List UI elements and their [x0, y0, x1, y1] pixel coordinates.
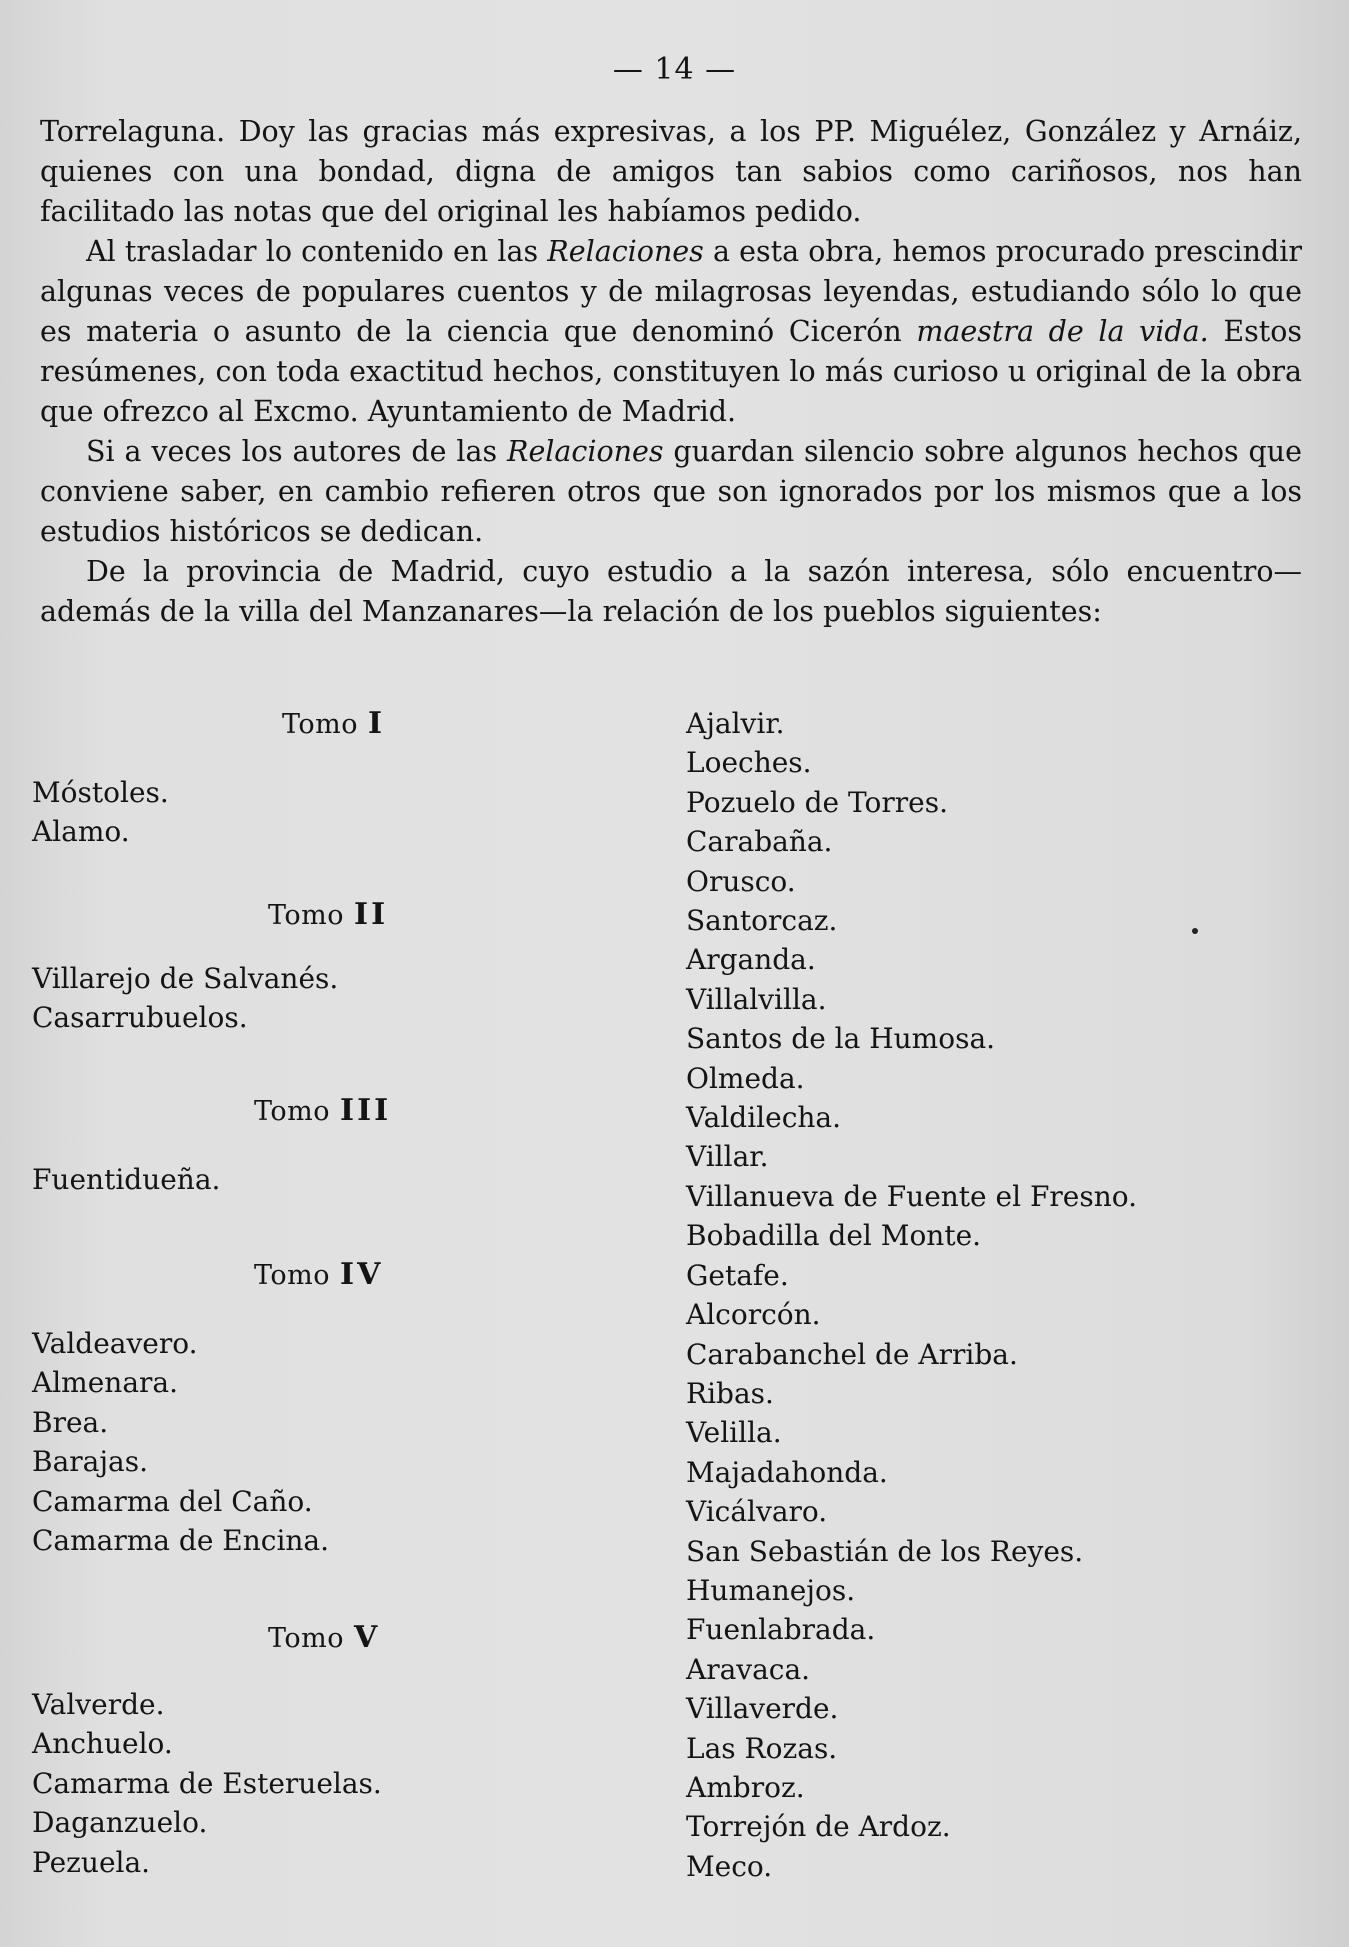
tomo-heading-2	[268, 897, 388, 932]
town-entry: Villar.	[686, 1140, 769, 1174]
tomo-3-towns	[32, 1160, 220, 1199]
paragraph-1: Torrelaguna. Doy las gracias más expresivas, a los PP. Miguélez, González y Arnáiz, quienes con una bondad, digna de amigos tan sabios como cariñosos, nos han facilitado las notas que del original les habíamos pedido.	[40, 115, 1302, 228]
town-entry: Orusco.	[686, 864, 796, 898]
town-entry: Camarma del Caño.	[32, 1484, 313, 1518]
town-entry: Pozuelo de Torres.	[686, 785, 948, 819]
town-entry: Santorcaz.	[686, 904, 838, 938]
town-entry: Olmeda.	[686, 1061, 805, 1095]
town-entry: Bobadilla del Monte.	[686, 1219, 982, 1253]
town-entry: Pezuela.	[32, 1845, 151, 1879]
left-column	[32, 0, 592, 1947]
town-entry: Camarma de Encina.	[32, 1524, 330, 1558]
town-entry: Villanueva de Fuente el Fresno.	[686, 1179, 1137, 1213]
town-entry: Torrejón de Ardoz.	[686, 1810, 951, 1844]
paragraph-2-text-a: Al trasladar lo contenido en las	[86, 235, 548, 268]
town-entry: Camarma de Esteruelas.	[32, 1766, 382, 1800]
tomo-numeral: II	[354, 897, 389, 932]
town-entry: Velilla.	[686, 1416, 782, 1450]
town-entry: Santos de la Humosa.	[686, 1022, 996, 1056]
town-entry: Casarrubuelos.	[32, 1001, 248, 1035]
paragraph-2-emphasis-2: maestra de la vida.	[916, 315, 1209, 348]
town-entry: Loeches.	[686, 746, 812, 780]
paragraph-3-emphasis: Relaciones	[506, 435, 664, 468]
town-entry: Barajas.	[32, 1445, 148, 1479]
town-entry: Ajalvir.	[686, 707, 785, 740]
town-entry: Alcorcón.	[686, 1298, 821, 1332]
town-entry: Valdilecha.	[686, 1101, 842, 1135]
town-entry: Humanejos.	[686, 1573, 856, 1607]
town-entry: Aravaca.	[686, 1652, 811, 1686]
town-entry: Vicálvaro.	[686, 1495, 828, 1529]
paragraph-2-text-b: a esta obra, hemos procurado prescindir algunas veces de populares cuentos y de milagrosas leyendas, estudiando sólo lo que es materia o asunto de la ciencia que denominó Cicerón	[40, 235, 1302, 348]
paragraph-3-text-a: Si a veces los autores de las	[86, 435, 507, 468]
town-entry: Meco.	[686, 1849, 773, 1883]
town-entry: Móstoles.	[32, 776, 169, 809]
town-entry: Carabanchel de Arriba.	[686, 1337, 1018, 1371]
tomo-numeral: V	[354, 1620, 381, 1655]
town-entry: Arganda.	[686, 943, 816, 977]
tomo-heading-3	[254, 1093, 391, 1128]
tomo-5-towns	[32, 1685, 382, 1882]
tomo-numeral: III	[340, 1093, 392, 1128]
town-entry: Anchuelo.	[32, 1727, 173, 1761]
town-entry: Ambroz.	[686, 1770, 805, 1804]
town-entry: Carabaña.	[686, 825, 833, 859]
town-entry: Villaverde.	[686, 1692, 839, 1726]
tomo-heading-5	[268, 1620, 380, 1655]
tomo-2-towns	[32, 959, 338, 1038]
town-entry: Almenara.	[32, 1366, 179, 1400]
tomo-label: Tomo	[254, 1096, 331, 1127]
town-entry: Fuenlabrada.	[686, 1613, 876, 1647]
tomo-numeral: I	[368, 706, 386, 741]
tomo-heading-1	[282, 706, 385, 741]
tomo-label: Tomo	[268, 900, 345, 931]
town-entry: Valdeavero.	[32, 1327, 198, 1360]
town-entry: Alamo.	[32, 815, 130, 849]
page-number: — 14 —	[612, 52, 737, 87]
tomo-label: Tomo	[282, 709, 359, 740]
tomo-heading-4	[254, 1257, 383, 1292]
town-entry: Brea.	[32, 1405, 109, 1439]
town-entry: Majadahonda.	[686, 1455, 888, 1489]
paragraph-4: De la provincia de Madrid, cuyo estudio a la sazón interesa, sólo encuentro—además de la villa del Manzanares—la relación de los pueblos siguientes:	[40, 555, 1302, 628]
tomo-1-towns	[32, 773, 169, 852]
town-entry: Daganzuelo.	[32, 1806, 208, 1840]
tomo-label: Tomo	[254, 1260, 331, 1291]
town-entry: Las Rozas.	[686, 1731, 838, 1765]
paragraph-2-emphasis-1: Relaciones	[547, 235, 704, 268]
paragraph-2-text-c: Estos resúmenes, con toda exactitud hechos, constituyen lo más curioso u original de la obra que ofrezco al Excmo. Ayuntamiento de Madrid.	[40, 315, 1302, 428]
tomo-numeral: IV	[340, 1257, 384, 1292]
town-entry: Valverde.	[32, 1688, 165, 1721]
town-entry: Villarejo de Salvanés.	[32, 962, 339, 995]
tomo-4-towns	[32, 1324, 329, 1560]
town-entry: Ribas.	[686, 1376, 774, 1410]
town-entry: Fuentidueña.	[32, 1163, 221, 1196]
town-entry: Villalvilla.	[686, 982, 827, 1016]
town-entry: Getafe.	[686, 1258, 789, 1292]
paragraph-3-text-b: guardan silencio sobre algunos hechos que conviene saber, en cambio refieren otros que son ignorados por los mismos que a los estudios históricos se dedican.	[40, 435, 1302, 548]
right-column	[686, 704, 1306, 1886]
town-entry: San Sebastián de los Reyes.	[686, 1534, 1084, 1568]
tomo-label: Tomo	[268, 1623, 345, 1654]
stray-ink-dot	[1192, 928, 1198, 934]
